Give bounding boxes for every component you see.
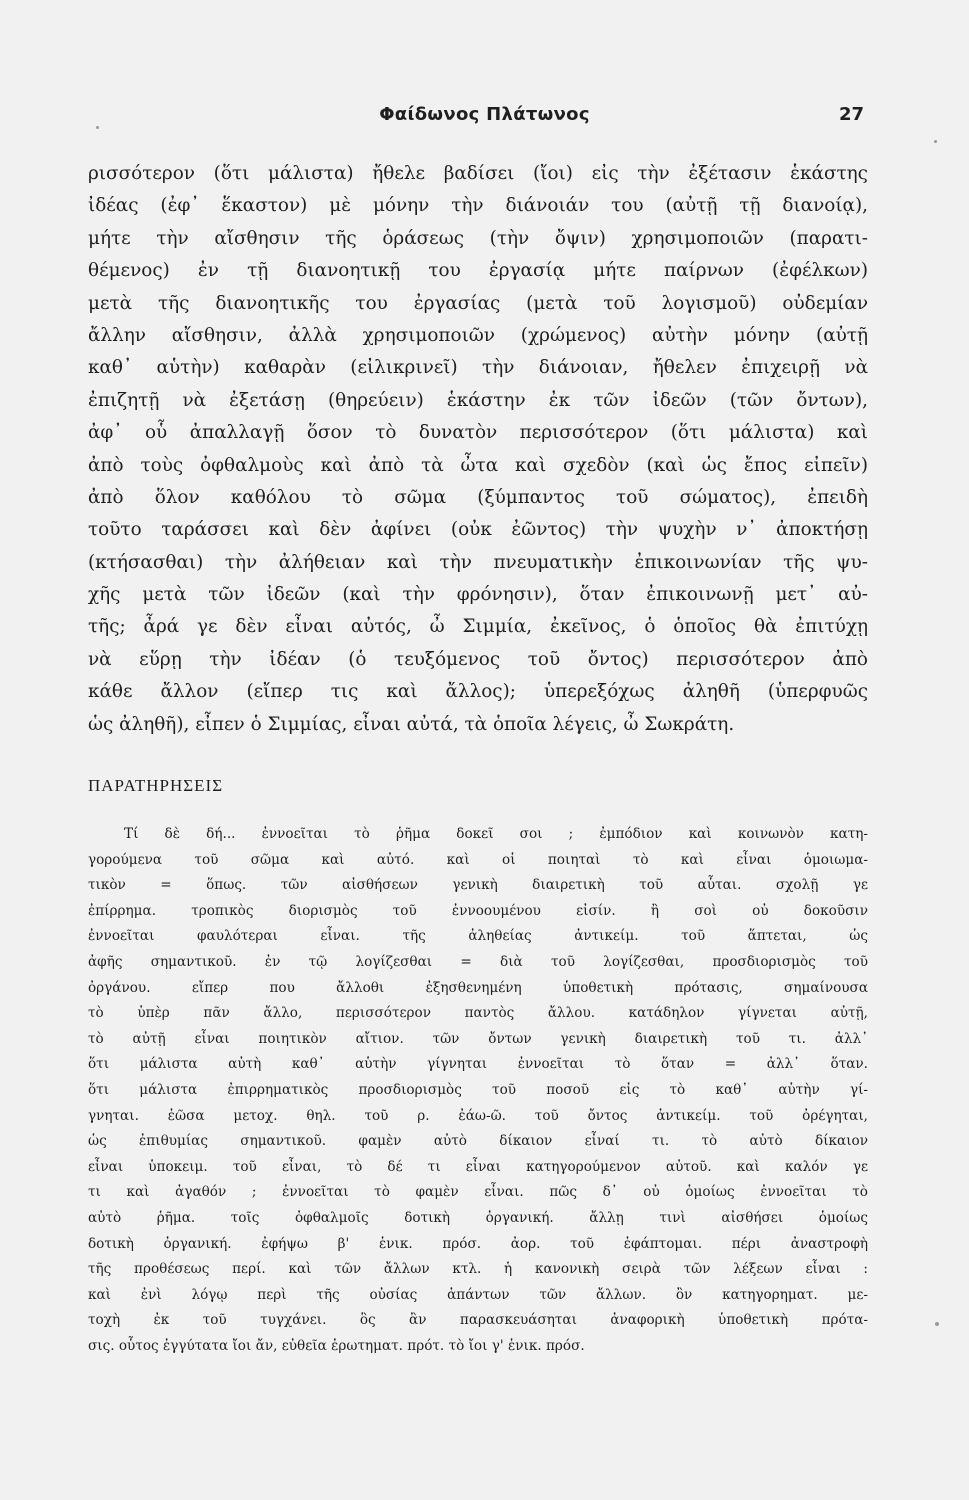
text-line: ἀπὸ τοὺς ὀφθαλμοὺς καὶ ἀπὸ τὰ ὦτα καὶ σχεδὸν (καὶ ὡς ἔπος εἰπεῖν) [88,454,868,476]
text-line: καθ᾿ αὑτὴν) καθαρὰν (εἰλικρινεῖ) τὴν διάνοιαν, ἤθελεν ἐπιχειρῇ νὰ [88,357,868,379]
text-line: ἄλλην αἴσθησιν, ἀλλὰ χρησιμοποιῶν (χρώμενος) αὐτὴν μόνην (αὐτῇ [88,324,868,346]
note-line: σις. οὗτος ἐγγύτατα ἴοι ἄν, εὐθεῖα ἐρωτηματ. πρότ. τὸ ἴοι γ' ἑνικ. πρόσ. [88,1337,585,1354]
text-line: (κτήσασθαι) τὴν ἀλήθειαν καὶ τὴν πνευματικὴν ἐπικοινωνίαν τῆς ψυ- [88,551,868,573]
note-line: εἶναι ὑποκειμ. τοῦ εἶναι, τὸ δέ τι εἶναι κατηγορούμενον αὐτοῦ. καὶ καλόν γε [88,1158,868,1175]
text-line: τῆς; ἆρά γε δὲν εἶναι αὐτός, ὦ Σιμμία, ἐκεῖνος, ὁ ὁποῖος θὰ ἐπιτύχῃ [88,616,868,638]
text-line: μήτε τὴν αἴσθησιν τῆς ὁράσεως (τὴν ὄψιν) χρησιμοποιῶν (παρατι- [88,227,868,249]
main-text-body [88,158,868,741]
note-line: γνηται. ἐῶσα μετοχ. θηλ. τοῦ ρ. ἐάω-ῶ. τοῦ ὄντος ἀντικείμ. τοῦ ὀρέγηται, [88,1107,868,1124]
text-line: ἐπιζητῇ νὰ ἐξετάσῃ (θηρεύειν) ἑκάστην ἐκ τῶν ἰδεῶν (τῶν ὄντων), [88,389,868,411]
paper-speck [96,126,99,129]
text-line: χῆς μετὰ τῶν ἰδεῶν (καὶ τὴν φρόνησιν), ὅταν ἐπικοινωνῇ μετ᾿ αὐ- [88,584,868,606]
text-line: νὰ εὕρῃ τὴν ἰδέαν (ὁ τευξόμενος τοῦ ὄντος) περισσότερον ἀπὸ [88,648,868,670]
note-line: καὶ ἐνὶ λόγῳ περὶ τῆς οὐσίας ἁπάντων τῶν ἄλλων. ὂν κατηγορηματ. με- [88,1286,868,1303]
note-line: δοτικὴ ὀργανική. ἐφήψω β' ἑνικ. πρόσ. ἀορ. τοῦ ἐφάπτομαι. πέρι ἀναστροφὴ [88,1235,868,1252]
notes-heading: ΠΑΡΑΤΗΡΗΣΕΙΣ [88,776,224,795]
note-line: ἐπίρρημα. τροπικὸς διορισμὸς τοῦ ἐννοουμένου εἰσίν. ἢ σοὶ οὐ δοκοῦσιν [88,902,868,919]
paper-speck [935,1322,939,1326]
note-line: ὅτι μάλιστα αὐτὴ καθ᾿ αὑτὴν γίγνηται ἐννοεῖται τὸ ὅταν = ἀλλ᾿ ὅταν. [88,1056,868,1073]
note-line: τικὸν = ὅπως. τῶν αἰσθήσεων γενικὴ διαιρετικὴ τοῦ αὗται. σχολῇ γε [88,877,868,894]
note-line: τὸ ὑπὲρ πᾶν ἄλλο, περισσότερον παντὸς ἄλλου. κατάδηλον γίγνεται αὐτῇ, [88,1005,868,1022]
text-line: ρισσότερον (ὅτι μάλιστα) ἤθελε βαδίσει (ἴοι) εἰς τὴν ἐξέτασιν ἑκάστης [88,163,868,184]
text-line: τοῦτο ταράσσει καὶ δὲν ἀφίνει (οὐκ ἐῶντος) τὴν ψυχὴν ν᾿ ἀποκτήσῃ [88,519,868,541]
note-line: γορούμενα τοῦ σῶμα καὶ αὐτό. καὶ οἱ ποιηταὶ τὸ καὶ εἶναι ὁμοιωμα- [88,851,868,868]
text-line: ἰδέας (ἐφ᾿ ἕκαστον) μὲ μόνην τὴν διάνοιάν του (αὐτῇ τῇ διανοίᾳ), [88,195,868,217]
text-line: ἀπὸ ὅλον καθόλου τὸ σῶμα (ξύμπαντος τοῦ σώματος), ἐπειδὴ [88,486,868,508]
note-line: αὐτὸ ῥῆμα. τοῖς ὀφθαλμοῖς δοτικὴ ὀργανική. ἄλλῃ τινὶ αἰσθήσει ὁμοίως [88,1209,868,1226]
running-header-title: Φαίδωνος Πλάτωνος [379,104,590,125]
note-line: τὸ αὐτῇ εἶναι ποιητικὸν αἴτιον. τῶν ὄντων γενικὴ διαιρετικὴ τοῦ τι. ἀλλ᾿ [88,1030,868,1047]
note-line: τοχὴ ἐκ τοῦ τυγχάνει. ὃς ἂν παρασκευάσηται ἀναφορικὴ ὑποθετικὴ πρότα- [88,1312,868,1329]
note-line: τῆς προθέσεως περί. καὶ τῶν ἄλλων κτλ. ἡ κανονικὴ σειρὰ τῶν λέξεων εἶναι : [88,1261,868,1278]
note-line: ὀργάνου. εἴπερ που ἄλλοθι ἐξησθενημένη ὑποθετικὴ πρότασις, σημαίνουσα [88,979,868,996]
note-line: ὅτι μάλιστα ἐπιρρηματικὸς προσδιορισμὸς τοῦ ποσοῦ εἰς τὸ καθ᾿ αὑτὴν γί- [88,1081,868,1098]
notes-body [88,822,868,1359]
paper-speck [934,140,937,143]
text-line: μετὰ τῆς διανοητικῆς του ἐργασίας (μετὰ τοῦ λογισμοῦ) οὐδεμίαν [88,292,868,314]
note-line: Τί δὲ δή... ἐννοεῖται τὸ ῥῆμα δοκεῖ σοι ; ἐμπόδιον καὶ κοινωνὸν κατη- [124,826,868,842]
text-line: ὡς ἀληθῆ), εἶπεν ὁ Σιμμίας, εἶναι αὐτά, τὰ ὁποῖα λέγεις, ὦ Σωκράτη. [88,713,735,735]
note-line: ἐννοεῖται φαυλότεραι εἶναι. τῆς ἀληθείας ἀντικείμ. τοῦ ἅπτεται, ὡς [88,928,868,945]
text-line: ἀφ᾿ οὗ ἀπαλλαγῇ ὅσον τὸ δυνατὸν περισσότερον (ὅτι μάλιστα) καὶ [88,422,868,444]
text-line: κάθε ἄλλον (εἴπερ τις καὶ ἄλλος); ὑπερεξόχως ἀληθῆ (ὑπερφυῶς [88,681,868,703]
note-line: ἀφῆς σημαντικοῦ. ἐν τῷ λογίζεσθαι = διὰ τοῦ λογίζεσθαι, προσδιορισμὸς τοῦ [88,953,868,970]
page-number: 27 [838,104,864,125]
text-line: θέμενος) ἐν τῇ διανοητικῇ του ἐργασίᾳ μήτε παίρνων (ἐφέλκων) [88,260,868,282]
note-line: ὡς ἐπιθυμίας σημαντικοῦ. φαμὲν αὐτὸ δίκαιον εἶναί τι. τὸ αὐτὸ δίκαιον [88,1133,868,1150]
note-line: τι καὶ ἀγαθόν ; ἐννοεῖται τὸ φαμὲν εἶναι. πῶς δ᾿ οὐ ὁμοίως ἐννοεῖται τὸ [88,1184,868,1201]
